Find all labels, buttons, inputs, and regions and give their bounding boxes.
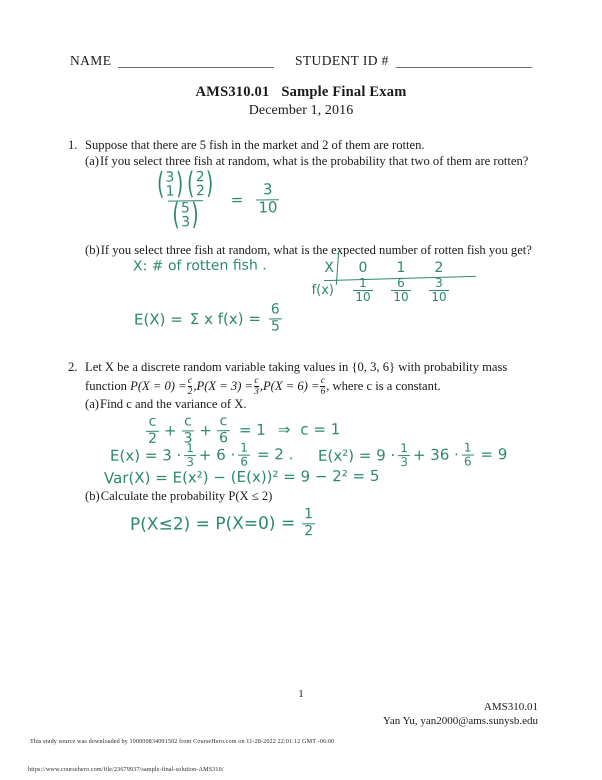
question-2a: [85, 397, 538, 413]
handwriting-2a-second-moment: [318, 441, 508, 470]
handwriting-2a-exp-frac-1-num: 1: [186, 441, 194, 456]
pmf-1-lhs: P(X = 3) =: [196, 378, 254, 393]
binom-3-choose-1-bottom: 1: [165, 183, 175, 200]
binom-2-choose-2-bottom: 2: [195, 183, 205, 200]
handwriting-2a-sm-frac-2-den: 6: [463, 454, 472, 470]
handwriting-2a-frac-c-3-num: c: [183, 413, 192, 430]
handwriting-2a-frac-c-6-den: 6: [219, 429, 229, 446]
question-1-stem-text: Suppose that there are 5 fish in the market and 2 of them are rotten.: [85, 138, 425, 152]
handwriting-1b-expectation-lhs: E(X) =: [133, 309, 183, 329]
question-2-stem-line-2: [68, 376, 538, 397]
handwriting-1a-result-numerator: 3: [262, 180, 273, 199]
handwriting-1b-expectation-formula: Σ x f(x) =: [189, 309, 261, 328]
question-2b-tag: (b): [85, 489, 100, 503]
question-2: [68, 360, 538, 412]
pmf-0-sep: ,: [193, 378, 197, 393]
student-id-write-line: [396, 55, 532, 68]
handwriting-2a-sm-frac-1: [398, 442, 410, 469]
pmf-2-den: 6: [320, 386, 326, 397]
handwriting-2a-variance: Var(X) = E(x²) − (E(x))² = 9 − 2² = 5: [103, 466, 380, 488]
title-block: [0, 84, 602, 119]
pmf-2-lhs: P(X = 6) =: [262, 378, 320, 393]
handwriting-1a-numerator: [153, 166, 218, 202]
page-number: 1: [298, 688, 304, 700]
handwriting-2a-exp-frac-2-den: 6: [240, 455, 249, 470]
handwriting-2a-equals-one: = 1: [238, 420, 266, 439]
handwriting-2a-exp-op: + 6 ·: [198, 446, 236, 465]
handwriting-2a-exp-frac-1-den: 3: [186, 455, 195, 470]
question-2b-text: Calculate the probability P(X ≤ 2): [100, 489, 273, 503]
table-cell-p-0-den: 10: [355, 290, 371, 304]
handwriting-2a-second-moment-lhs: E(x²) = 9 ·: [317, 446, 396, 466]
question-1a: [85, 154, 538, 170]
handwriting-1b-result-numerator: 6: [270, 301, 280, 318]
page-title: [0, 84, 602, 101]
table-cell-p-1: [382, 277, 420, 304]
handwriting-1a-denominator: [168, 197, 203, 233]
handwriting-2a-sm-frac-2: [462, 441, 474, 468]
download-watermark: This study source was downloaded by 100000834091502 from CourseHero.com on 11-28-2022 22:01:12 GMT -06:00: [30, 738, 335, 745]
table-cell-p-2-den: 10: [431, 290, 447, 304]
handwriting-2a-exp-result: = 2 .: [256, 445, 294, 464]
exam-date: December 1, 2016: [248, 103, 354, 118]
table-cell-p-0: [344, 277, 382, 304]
handwriting-2b-result-denominator: 2: [304, 522, 314, 539]
pmf-2-num: c: [320, 375, 325, 386]
handwriting-2b-lhs: P(X≤2) = P(X=0) =: [129, 512, 296, 535]
handwriting-2a-sm-frac-2-num: 1: [463, 440, 472, 455]
handwriting-2a-expectation: [110, 441, 294, 470]
paren-close-icon: ): [175, 166, 184, 202]
question-2-stem-line-1: [68, 360, 538, 376]
handwriting-2a-frac-c-2: [146, 415, 159, 446]
handwriting-2a-op-2: +: [199, 420, 213, 439]
handwriting-2a-op-1: +: [163, 421, 177, 440]
pmf-2-sep: ,: [326, 378, 330, 393]
table-cell-x-1: 1: [396, 260, 406, 276]
pmf-0-num: c: [187, 375, 193, 386]
name-write-line: [118, 55, 274, 68]
paren-close-icon: ): [205, 166, 214, 202]
question-1b: [68, 243, 538, 259]
handwriting-1b-pmf-table: [300, 258, 458, 302]
handwriting-2a-frac-c-6-num: c: [219, 413, 228, 430]
handwriting-2a-sm-op: + 36 ·: [412, 446, 459, 465]
pmf-1-den: 3: [254, 386, 259, 397]
handwriting-2a-exp-frac-2-num: 1: [240, 440, 248, 455]
pmf-0-lhs: P(X = 0) =: [130, 378, 187, 393]
handwriting-1a-fraction: [153, 166, 218, 233]
handwriting-1b-expectation: [134, 302, 285, 334]
title-exam-name: Sample Final Exam: [281, 84, 407, 100]
table-cell-p-0-num: 1: [359, 275, 367, 290]
footer-course-code: AMS310.01: [483, 701, 538, 713]
handwriting-2a-frac-c-3-den: 3: [183, 429, 193, 447]
handwriting-2a-frac-c-2-den: 2: [148, 430, 158, 447]
handwriting-2a-exp-frac-2: [238, 442, 250, 469]
binom-3-choose-1-top: 3: [165, 169, 175, 186]
paren-open-icon: (: [187, 166, 195, 202]
question-1-stem: [68, 138, 538, 154]
handwriting-1b-definition: X: # of rotten fish .: [132, 257, 267, 275]
table-row: [300, 275, 458, 304]
implies-arrow-icon: ⇒: [277, 420, 291, 439]
handwriting-2a-sm-result: = 9: [480, 445, 508, 464]
attribution-block: [383, 700, 538, 728]
pmf-0-fraction: [188, 376, 193, 397]
handwriting-2a-frac-c-2-num: c: [148, 413, 157, 430]
table-cell-x-0: 0: [358, 260, 368, 276]
handwriting-2a-exp-frac-1: [184, 442, 196, 469]
question-2a-text: Find c and the variance of X.: [99, 396, 247, 411]
handwriting-2a-sm-frac-1-num: 1: [400, 441, 408, 456]
table-cell-p-2: [420, 277, 458, 304]
table-cell-p-1-num: 6: [397, 275, 405, 290]
question-2-number: 2.: [68, 360, 78, 374]
handwriting-2b-solution: [130, 507, 318, 540]
pmf-1-fraction: [254, 376, 259, 397]
handwriting-1a-result: [256, 182, 279, 215]
pmf-2-fraction: [320, 376, 325, 397]
table-cell-x-2: 2: [434, 260, 444, 276]
question-2-stem-text-2: [85, 376, 538, 397]
student-id-label: STUDENT ID #: [295, 52, 389, 68]
header-fields: [70, 48, 532, 68]
source-url[interactable]: https://www.coursehero.com/file/23679937/sample-final-solution-AMS310/: [28, 766, 224, 773]
handwriting-2a-c-value: c = 1: [300, 419, 341, 439]
binom-5-choose-3-top: 5: [180, 199, 191, 216]
question-2-stem-tail: where c is a constant.: [329, 378, 441, 393]
binom-5-choose-3-bottom: 3: [181, 214, 191, 231]
handwriting-1a-result-denominator: 10: [258, 197, 278, 217]
question-1-number: 1.: [68, 138, 78, 152]
name-label: NAME: [70, 52, 112, 68]
question-2a-tag: (a): [85, 396, 99, 411]
binom-5-choose-3: [170, 197, 201, 233]
table-cell-p-1-den: 10: [393, 290, 409, 304]
table-row-label-x: X: [324, 260, 334, 276]
question-2-function-word: function: [85, 378, 131, 393]
binom-2-choose-2: [185, 166, 216, 202]
handwriting-2b-result-numerator: 1: [304, 506, 314, 523]
handwriting-2a-expectation-lhs: E(x) = 3 ·: [109, 446, 182, 466]
pmf-0-den: 2: [187, 386, 193, 397]
handwriting-1a-equals: =: [230, 190, 244, 209]
handwriting-1a-solution: [150, 166, 283, 233]
paren-open-icon: (: [172, 197, 181, 233]
question-1b-tag: (b): [85, 243, 100, 257]
question-1a-text: If you select three fish at random, what is the probability that two of them are rotten?: [99, 153, 529, 168]
question-2b: [68, 489, 538, 505]
question-1b-text: If you select three fish at random, what is the expected number of rotten fish you get?: [100, 243, 532, 257]
handwriting-2b-result: [302, 507, 315, 538]
pmf-1-sep: ,: [259, 378, 263, 393]
footer-instructor: Yan Yu, yan2000@ams.sunysb.edu: [383, 715, 538, 727]
table-row: [300, 258, 458, 278]
question-1: [68, 138, 538, 169]
table-cell-p-2-num: 3: [435, 275, 443, 290]
pmf-1-num: c: [254, 375, 259, 386]
binom-2-choose-2-top: 2: [195, 169, 205, 186]
handwriting-2a-sm-frac-1-den: 3: [400, 455, 409, 470]
question-2-stem-text-1: Let X be a discrete random variable taking values in {0, 3, 6} with probability mass: [85, 360, 508, 374]
title-course-code: AMS310.01: [195, 84, 270, 100]
table-row-label-fx: f(x): [311, 282, 334, 298]
question-1b-line: [85, 243, 538, 259]
handwriting-1a-expression: [150, 166, 283, 233]
question-2b-line: [85, 489, 538, 505]
paren-close-icon: ): [191, 197, 199, 233]
binom-3-choose-1: [155, 166, 186, 202]
handwriting-1b-result-denominator: 5: [270, 317, 280, 335]
handwriting-2a-frac-c-6: [217, 414, 230, 445]
handwriting-1b-result: [269, 302, 282, 333]
paren-open-icon: (: [156, 166, 165, 202]
question-1a-tag: (a): [85, 153, 99, 168]
